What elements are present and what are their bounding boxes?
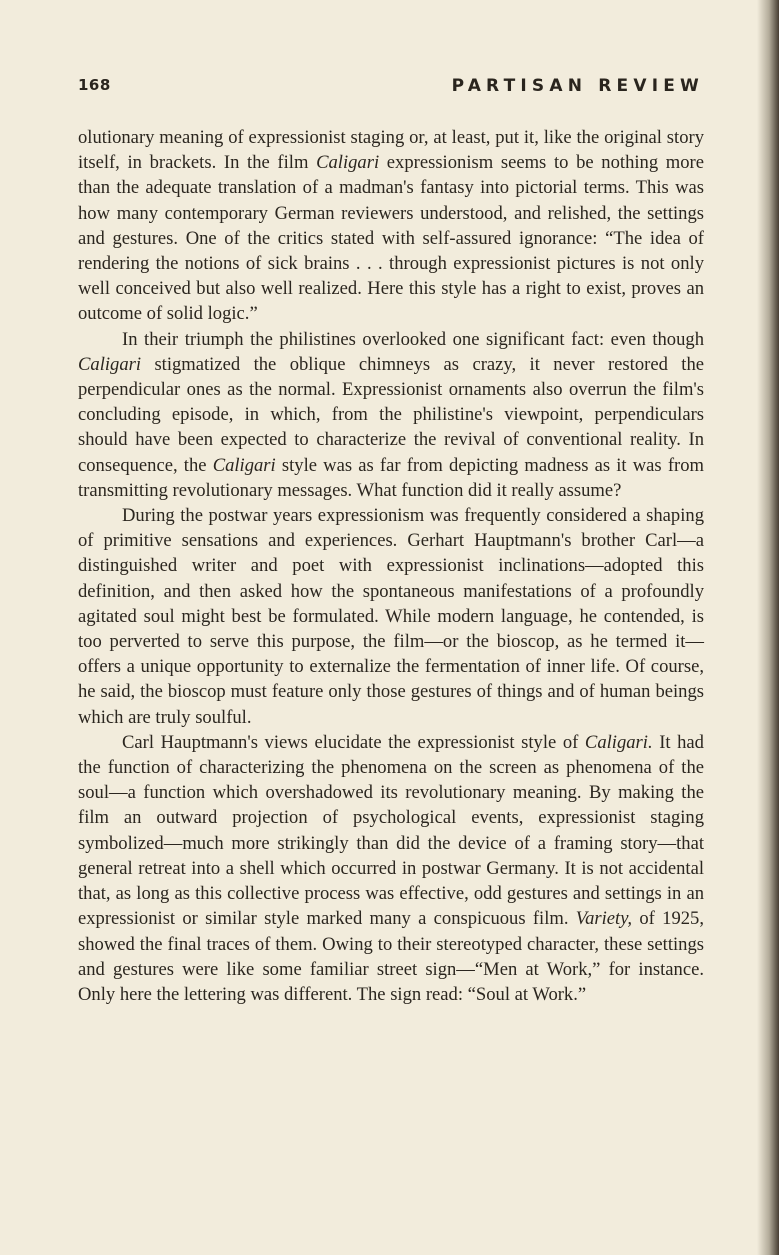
text-run: During the postwar years expressionism was frequently considered a shaping of primitive sensations and experiences. Gerhart Hauptmann's brother Carl—a distinguished writer and poet with expressionist inclinations—adopted this definition, and then asked how the spontaneous manifestations of a profoundly agitated soul might best be formulated. While modern language, he contended, is too perverted to serve this purpose, the film—or the bioscop, as he termed it—offers a unique opportunity to externalize the fermentation of inner life. Of course, he said, the bioscop must feature only those gestures of things and of human beings which are truly soulful. [78,505,704,728]
text-run: olutionary meaning of expressionist staging or, at least, put it, like the original story itself, in brackets. In the film [78,127,704,174]
text-run: In their triumph the philistines overlooked one significant fact: even though [122,328,704,350]
paragraph [78,730,704,1007]
text-run: of 1925, showed the final traces of them. Owing to their stereotyped character, these settings and gestures were like some familiar street sign—“Men at Work,” for instance. Only here the lettering was different. The sign read: “Soul at Work.” [78,908,704,1005]
italic-title: Variety, [575,908,633,930]
spine-shadow [757,0,779,1255]
text-run: expressionism seems to be nothing more than the adequate translation of a madman's fantasy into pictorial terms. This was how many contemporary German reviewers understood, and relished, the settings and gestures. One of the critics stated with self-assured ignorance: “The idea of rendering the notions of sick brains . . . through expressionist pictures is not only well conceived but also well realized. Here this style has a right to exist, proves an outcome of solid logic.” [78,152,704,325]
page-header [78,76,704,100]
paragraph [78,327,704,503]
italic-title: Caligari [78,353,142,375]
italic-title: Caligari [212,454,276,476]
text-run: It had the function of characterizing the phenomena on the screen as phenomena of the soul—a function which overshadowed its revolutionary meaning. By making the film an outward projection of psychological events, expressionist staging symbolized—much more strikingly than did the device of a framing story—that general retreat into a shell which occurred in postwar Germany. It is not accidental that, as long as this collective process was effective, odd gestures and settings in an expressionist or similar style marked many a conspicuous film. [78,731,704,930]
text-run: Carl Hauptmann's views elucidate the expressionist style of [122,731,585,753]
running-head: PARTISAN REVIEW [451,76,704,96]
italic-title: Caligari [316,152,380,174]
paragraph [78,125,704,327]
text-run: style was as far from depicting madness as it was from transmitting revolutionary messages. What function did it really assume? [78,454,704,501]
paragraph [78,503,704,730]
italic-title: Caligari. [584,731,653,753]
page-number: 168 [78,76,111,94]
text-run: stigmatized the oblique chimneys as crazy, it never restored the perpendicular ones as the normal. Expressionist ornaments also overrun the film's concluding episode, in which, from the philistine's viewpoint, perpendiculars should have been expected to characterize the revival of conventional reality. In consequence, the [78,353,704,476]
body-text [78,125,704,1007]
